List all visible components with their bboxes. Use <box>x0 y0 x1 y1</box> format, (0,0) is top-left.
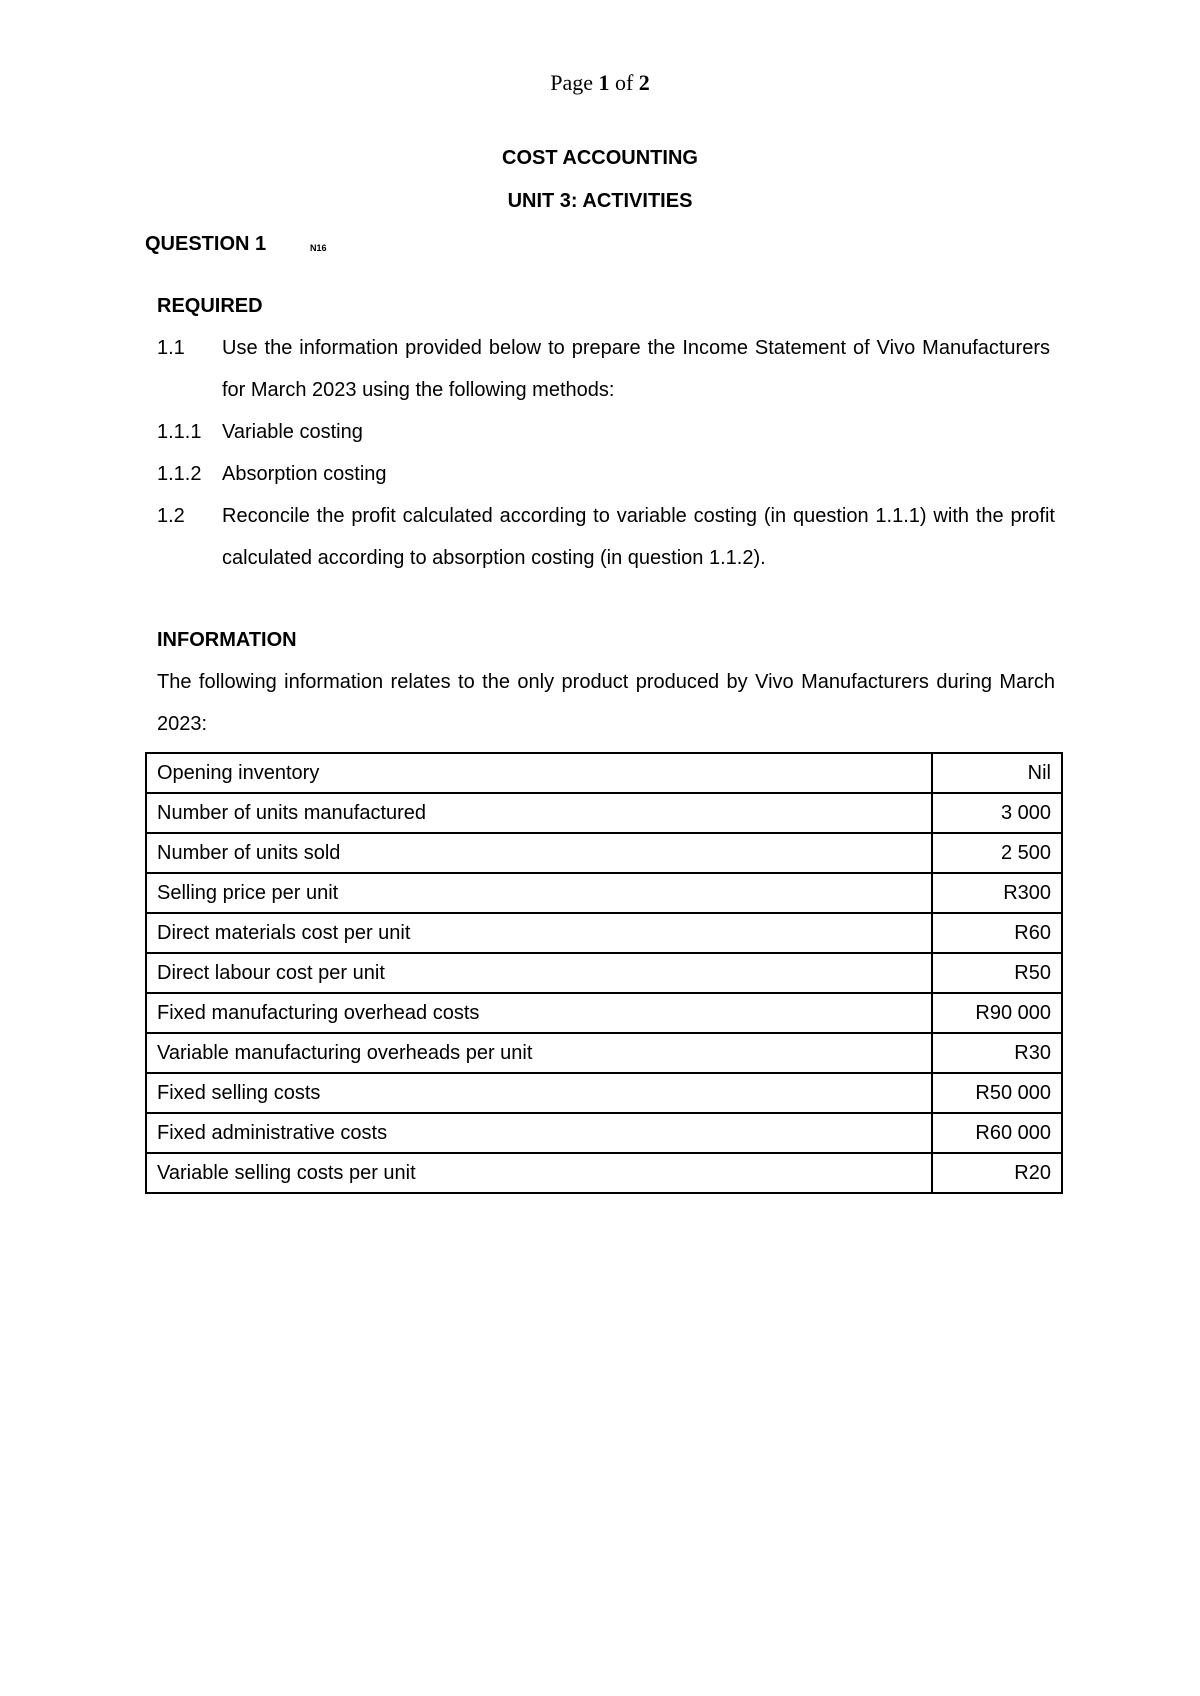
row-label: Opening inventory <box>146 753 932 793</box>
row-label: Direct labour cost per unit <box>146 953 932 993</box>
row-value: R50 <box>932 953 1062 993</box>
row-value: R60 000 <box>932 1113 1062 1153</box>
row-label: Fixed administrative costs <box>146 1113 932 1153</box>
information-table <box>145 752 1063 1194</box>
table-row <box>146 1033 1062 1073</box>
row-value: R20 <box>932 1153 1062 1193</box>
required-item <box>157 463 387 486</box>
information-intro-continued: 2023: <box>157 713 208 735</box>
required-item-number: 1.1 <box>157 337 185 359</box>
question-label: QUESTION 1 <box>145 233 267 255</box>
table-row <box>146 793 1062 833</box>
row-label: Fixed selling costs <box>146 1073 932 1113</box>
table-row <box>146 873 1062 913</box>
row-label: Variable manufacturing overheads per unit <box>146 1033 932 1073</box>
table-row <box>146 1153 1062 1193</box>
required-item-text-continued: for March 2023 using the following methods: <box>222 379 615 401</box>
document-title: COST ACCOUNTING <box>502 147 698 169</box>
required-item-number: 1.1.1 <box>157 421 202 443</box>
row-value: R300 <box>932 873 1062 913</box>
row-label: Fixed manufacturing overhead costs <box>146 993 932 1033</box>
required-item-text: Use the information provided below to prepare the Income Statement of Vivo Manufacturers <box>222 337 1050 359</box>
page-current: 1 <box>598 70 610 95</box>
required-item <box>157 337 1050 360</box>
required-item-text: Variable costing <box>222 421 363 443</box>
page-word: Page <box>550 70 593 95</box>
table-row <box>146 1113 1062 1153</box>
row-value: R30 <box>932 1033 1062 1073</box>
page-number <box>0 70 1200 96</box>
information-heading: INFORMATION <box>157 629 297 651</box>
row-value: 2 500 <box>932 833 1062 873</box>
required-item <box>157 505 1055 528</box>
row-label: Number of units manufactured <box>146 793 932 833</box>
of-word: of <box>614 70 634 95</box>
required-item-text: Reconcile the profit calculated according to variable costing (in question 1.1.1) with the profit <box>222 505 1055 527</box>
row-value: R50 000 <box>932 1073 1062 1113</box>
table-row <box>146 753 1062 793</box>
required-item <box>157 421 363 444</box>
row-label: Number of units sold <box>146 833 932 873</box>
table-row <box>146 913 1062 953</box>
table-row <box>146 953 1062 993</box>
row-label: Direct materials cost per unit <box>146 913 932 953</box>
row-value: 3 000 <box>932 793 1062 833</box>
required-item-text: Absorption costing <box>222 463 387 485</box>
row-value: R60 <box>932 913 1062 953</box>
row-value: R90 000 <box>932 993 1062 1033</box>
required-item-number: 1.1.2 <box>157 463 202 485</box>
information-intro: The following information relates to the only product produced by Vivo Manufacturers during March <box>157 671 1055 693</box>
document-subtitle: UNIT 3: ACTIVITIES <box>507 190 693 212</box>
table-row <box>146 833 1062 873</box>
required-item-number: 1.2 <box>157 505 185 527</box>
row-label: Selling price per unit <box>146 873 932 913</box>
table-row <box>146 1073 1062 1113</box>
required-item-text-continued: calculated according to absorption costing (in question 1.1.2). <box>222 547 766 569</box>
row-value: Nil <box>932 753 1062 793</box>
table-row <box>146 993 1062 1033</box>
row-label: Variable selling costs per unit <box>146 1153 932 1193</box>
question-code: N16 <box>310 243 327 253</box>
page-total: 2 <box>638 70 650 95</box>
required-heading: REQUIRED <box>157 295 263 317</box>
